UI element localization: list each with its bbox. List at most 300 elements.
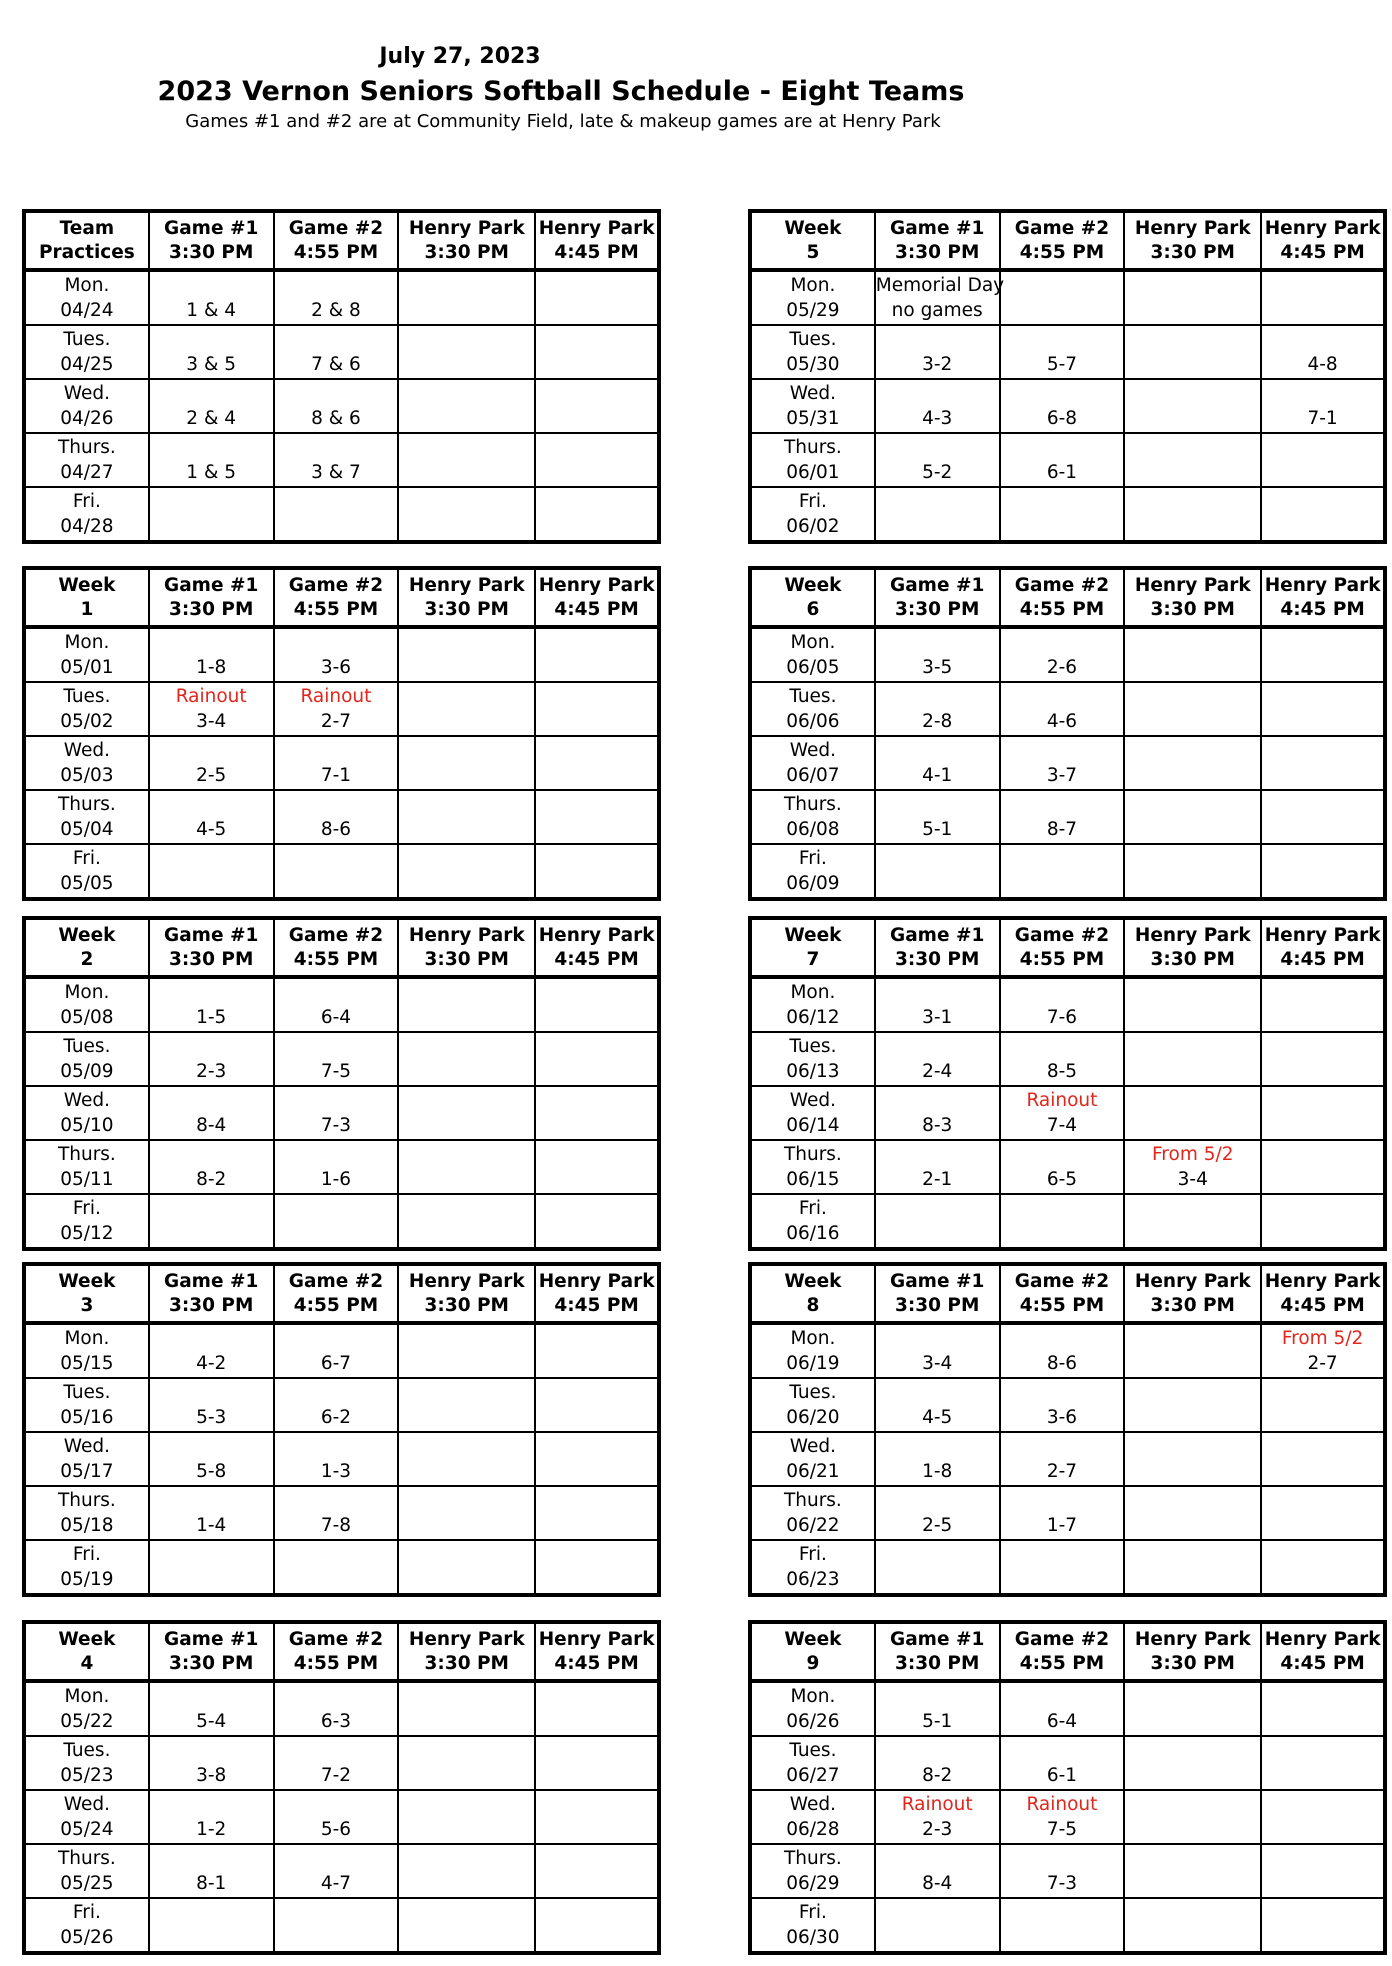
cell-note [399,1738,534,1763]
column-header [1261,1622,1385,1681]
column-header-title: Henry Park [1134,217,1251,239]
cell-note [876,980,999,1005]
matchup: 2-4 [922,1061,953,1082]
day-cell [750,1432,875,1486]
game-cell [1124,1681,1261,1736]
column-header-subtitle: 4:45 PM [554,598,639,620]
table-row [24,1432,659,1486]
column-header-title: Game #1 [890,574,985,596]
table-row [24,325,659,379]
cell-note [275,327,398,352]
column-header-subtitle: 4:55 PM [1019,241,1105,263]
game-cell [1261,1540,1385,1595]
table-row [750,1378,1385,1432]
cell-note [1001,381,1124,406]
day-date: 05/24 [60,1819,114,1840]
game-cell [149,1323,274,1378]
matchup [1262,871,1383,896]
column-header [1124,1622,1261,1681]
matchup [1262,1871,1383,1896]
cell-note [876,381,999,406]
cell-note [1001,738,1124,763]
matchup: 1-7 [1046,1515,1078,1536]
matchup [536,1871,657,1896]
cell-note [1125,1846,1260,1871]
cell-note: Rainout [175,686,247,707]
matchup [150,1925,273,1950]
matchup: 3-4 [922,1353,953,1374]
cell-note [275,846,398,871]
day-name: Thurs. [783,1144,842,1165]
column-header-title: Week [784,217,842,239]
matchup: 3-1 [922,1007,953,1028]
day-cell [750,379,875,433]
day-name: Wed. [63,383,110,404]
game-cell [1124,1736,1261,1790]
game-cell [535,977,659,1032]
matchup: 1 & 5 [186,462,237,483]
game-cell [535,1378,659,1432]
day-name: Fri. [798,1198,827,1219]
cell-note [399,1142,534,1167]
game-cell [1261,1432,1385,1486]
column-header-subtitle: 4:45 PM [1280,948,1365,970]
day-cell [24,1790,149,1844]
schedule-table-9 [748,1262,1387,1597]
matchup [399,460,534,485]
cell-note [536,630,657,655]
cell-note [399,1684,534,1709]
game-cell [1124,433,1261,487]
day-cell [24,977,149,1032]
game-cell [1261,790,1385,844]
table-row [24,433,659,487]
game-cell [535,736,659,790]
column-header-title: Game #1 [890,924,985,946]
day-name: Tues. [789,1036,837,1057]
matchup [275,514,398,539]
column-header-title: Henry Park [1134,1270,1251,1292]
column-header-subtitle: Practices [38,241,135,263]
matchup [399,1221,534,1246]
game-cell [274,1194,399,1249]
column-header-subtitle: 3:30 PM [168,241,254,263]
game-cell [1124,487,1261,542]
game-cell [398,379,535,433]
column-header [149,1622,274,1681]
cell-note [536,684,657,709]
day-date: 04/25 [60,354,114,375]
matchup [536,1167,657,1192]
day-cell [750,682,875,736]
matchup [876,514,999,539]
matchup [1125,1817,1260,1842]
matchup: 2 & 4 [186,408,237,429]
game-cell [1124,1323,1261,1378]
matchup [1262,1459,1383,1484]
game-cell [149,790,274,844]
cell-note [275,792,398,817]
matchup [536,1221,657,1246]
game-cell [1124,1844,1261,1898]
cell-note [399,846,534,871]
matchup: 8 & 6 [311,408,361,429]
table-row [750,379,1385,433]
cell-note [150,980,273,1005]
cell-note [876,846,999,871]
column-header [875,211,1000,270]
game-cell [535,325,659,379]
game-cell [1261,1032,1385,1086]
day-name: Wed. [789,1794,836,1815]
game-cell [535,487,659,542]
day-cell [750,1140,875,1194]
game-cell [149,1432,274,1486]
day-cell [750,1540,875,1595]
column-header-title: Team [59,217,115,239]
cell-note [150,1142,273,1167]
cell-note [1125,1196,1260,1221]
table-row [24,844,659,899]
table-row [24,1790,659,1844]
column-header-title: Game #1 [164,1628,259,1650]
day-date: 05/29 [786,300,840,321]
day-name: Wed. [63,1794,110,1815]
column-header-subtitle: 3 [80,1294,94,1316]
cell-note [150,327,273,352]
game-cell [1124,1032,1261,1086]
day-cell [24,1086,149,1140]
matchup: 2-3 [922,1819,953,1840]
game-cell [875,1323,1000,1378]
day-cell [750,1194,875,1249]
matchup [1262,763,1383,788]
day-date: 05/08 [60,1007,114,1028]
game-cell [398,270,535,325]
day-date: 05/31 [786,408,840,429]
cell-note [275,738,398,763]
cell-note [536,489,657,514]
day-name: Mon. [64,1328,110,1349]
matchup [1262,1059,1383,1084]
cell-note [1001,1846,1124,1871]
day-cell [750,736,875,790]
game-cell [1261,1378,1385,1432]
day-name: Mon. [790,982,836,1003]
matchup [399,352,534,377]
column-header-title: Game #2 [288,574,384,596]
game-cell [274,1432,399,1486]
matchup [399,406,534,431]
column-header [24,211,149,270]
column-header [1000,211,1125,270]
cell-note [275,1088,398,1113]
matchup: 6-1 [1046,1765,1078,1786]
column-header-title: Week [784,1628,842,1650]
column-header-subtitle: 3:30 PM [1150,1652,1235,1674]
matchup [1001,871,1124,896]
game-cell [535,1790,659,1844]
column-header-subtitle: 4:45 PM [1280,598,1365,620]
table-row [750,1086,1385,1140]
matchup [399,763,534,788]
table-header-row [24,1622,659,1681]
column-header-title: Week [784,574,842,596]
matchup: 2-8 [922,711,953,732]
cell-note [399,273,534,298]
column-header-subtitle: 4:55 PM [1019,598,1105,620]
matchup [150,1567,273,1592]
day-cell [24,1194,149,1249]
game-cell [274,1486,399,1540]
cell-note [536,1088,657,1113]
cell-note [876,1434,999,1459]
cell-note [536,1792,657,1817]
column-header-subtitle: 4:55 PM [293,1652,379,1674]
column-header-title: Game #2 [1014,574,1110,596]
cell-note [275,1542,398,1567]
table-header-row [24,568,659,627]
game-cell [875,627,1000,682]
column-header-subtitle: 5 [806,241,820,263]
day-cell [24,1140,149,1194]
game-cell [274,433,399,487]
day-date: 05/03 [60,765,114,786]
matchup [1262,1709,1383,1734]
game-cell [875,270,1005,325]
column-header-subtitle: 4:55 PM [1019,948,1105,970]
cell-note: From 5/2 [1152,1144,1234,1165]
column-header-title: Week [784,1270,842,1292]
cell-note [876,1846,999,1871]
column-header-title: Game #2 [1014,1270,1110,1292]
day-date: 04/24 [60,300,114,321]
cell-note [1262,846,1383,871]
cell-note [1262,1488,1383,1513]
day-date: 06/28 [786,1819,840,1840]
table-header-row [750,1264,1385,1323]
game-cell [274,379,399,433]
cell-note [876,1034,999,1059]
table-row [24,682,659,736]
game-cell [398,736,535,790]
day-name: Mon. [790,1686,836,1707]
game-cell [535,1323,659,1378]
matchup [1262,1817,1383,1842]
matchup [1125,1567,1260,1592]
cell-note [536,792,657,817]
cell-note [1001,327,1124,352]
matchup [536,1459,657,1484]
column-header-title: Game #1 [164,217,259,239]
cell-note [1001,1684,1124,1709]
game-cell [274,1140,399,1194]
matchup: 6-8 [1046,408,1078,429]
game-cell [1261,1486,1385,1540]
table-row [750,736,1385,790]
cell-note [275,1488,398,1513]
day-cell [24,487,149,542]
cell-note: Memorial Day [875,275,1005,296]
cell-note [876,489,999,514]
column-header-subtitle: 4:45 PM [554,241,639,263]
matchup [1125,1221,1260,1246]
matchup: 1-8 [196,657,227,678]
column-header [1000,918,1125,977]
column-header-title: Game #1 [890,217,985,239]
day-name: Fri. [72,1198,101,1219]
column-header-subtitle: 2 [80,948,94,970]
cell-note [275,1326,398,1351]
cell-note [536,435,657,460]
game-cell [149,1844,274,1898]
game-cell [149,270,274,325]
cell-note [275,1900,398,1925]
cell-note [876,1488,999,1513]
cell-note [536,738,657,763]
cell-note [1001,489,1124,514]
column-header [149,568,274,627]
cell-note [275,1684,398,1709]
column-header-subtitle: 4 [80,1652,94,1674]
day-name: Thurs. [783,794,842,815]
column-header-title: Week [58,924,116,946]
matchup: 3-5 [922,657,953,678]
matchup: 6-5 [1046,1169,1078,1190]
matchup [1262,709,1383,734]
game-cell [1261,379,1385,433]
day-name: Fri. [72,1544,101,1565]
day-cell [24,1844,149,1898]
day-name: Mon. [64,982,110,1003]
game-cell [875,1194,1000,1249]
game-cell [1000,433,1125,487]
day-cell [24,270,149,325]
matchup: 2 & 8 [311,300,361,321]
column-header-title: Henry Park [1134,924,1251,946]
matchup [876,1567,999,1592]
matchup [399,1567,534,1592]
day-date: 04/26 [60,408,114,429]
day-name: Fri. [72,491,101,512]
column-header-title: Game #1 [890,1628,985,1650]
cell-note [1125,1900,1260,1925]
game-cell [274,682,399,736]
matchup [399,1405,534,1430]
day-date: 05/11 [60,1169,114,1190]
matchup: 8-7 [1046,819,1078,840]
matchup [536,298,657,323]
game-cell [1261,1681,1385,1736]
column-header-subtitle: 3:30 PM [168,1652,254,1674]
matchup [1262,655,1383,680]
cell-note [1262,980,1383,1005]
game-cell [398,1032,535,1086]
cell-note [1125,1792,1260,1817]
game-cell [1261,1194,1385,1249]
cell-note [275,273,398,298]
cell-note [150,846,273,871]
column-header [750,211,875,270]
game-cell [274,790,399,844]
cell-note [1125,792,1260,817]
game-cell [1261,1790,1385,1844]
matchup [399,817,534,842]
schedule-table-6 [748,209,1387,544]
game-cell [1000,1432,1125,1486]
game-cell [1000,1194,1125,1249]
game-cell [1124,682,1261,736]
cell-note [275,1738,398,1763]
day-date: 06/08 [786,819,840,840]
game-cell [398,325,535,379]
game-cell [1124,790,1261,844]
game-cell [149,1790,274,1844]
day-cell [750,790,875,844]
game-cell [535,1898,659,1953]
game-cell [398,1432,535,1486]
game-cell [1124,1898,1261,1953]
day-date: 05/09 [60,1061,114,1082]
matchup [536,709,657,734]
matchup: 7-3 [320,1115,352,1136]
game-cell [398,1681,535,1736]
cell-note [876,1684,999,1709]
column-header [535,918,659,977]
column-header-title: Henry Park [538,1270,655,1292]
table-row [750,790,1385,844]
matchup: 7 & 6 [311,354,361,375]
day-name: Fri. [72,848,101,869]
game-cell [274,627,399,682]
column-header [24,1622,149,1681]
matchup: 6-1 [1046,462,1078,483]
game-cell [1124,1486,1261,1540]
matchup: 5-6 [320,1819,352,1840]
matchup [536,763,657,788]
column-header-subtitle: 3:30 PM [894,948,980,970]
table-row [750,627,1385,682]
column-header-title: Game #2 [1014,924,1110,946]
day-cell [24,1898,149,1953]
day-date: 06/30 [786,1927,840,1948]
cell-note [1001,1380,1124,1405]
table-row [750,433,1385,487]
game-cell [398,682,535,736]
cell-note [1125,273,1260,298]
column-header-title: Game #1 [164,1270,259,1292]
matchup [1262,298,1383,323]
column-header-subtitle: 3:30 PM [168,948,254,970]
matchup: 3-2 [922,354,953,375]
cell-note [275,1792,398,1817]
game-cell [1261,1898,1385,1953]
cell-note [876,1196,999,1221]
column-header-subtitle: 4:55 PM [1019,1294,1105,1316]
schedule-table-8 [748,916,1387,1251]
matchup [1125,709,1260,734]
cell-note [876,630,999,655]
game-cell [875,977,1000,1032]
cell-note [1125,1738,1260,1763]
game-cell [535,1540,659,1595]
matchup: 7-5 [1046,1819,1078,1840]
column-header-subtitle: 3:30 PM [424,1294,509,1316]
cell-note [399,1326,534,1351]
cell-note [1262,1684,1383,1709]
day-name: Mon. [790,275,836,296]
game-cell [149,1898,274,1953]
